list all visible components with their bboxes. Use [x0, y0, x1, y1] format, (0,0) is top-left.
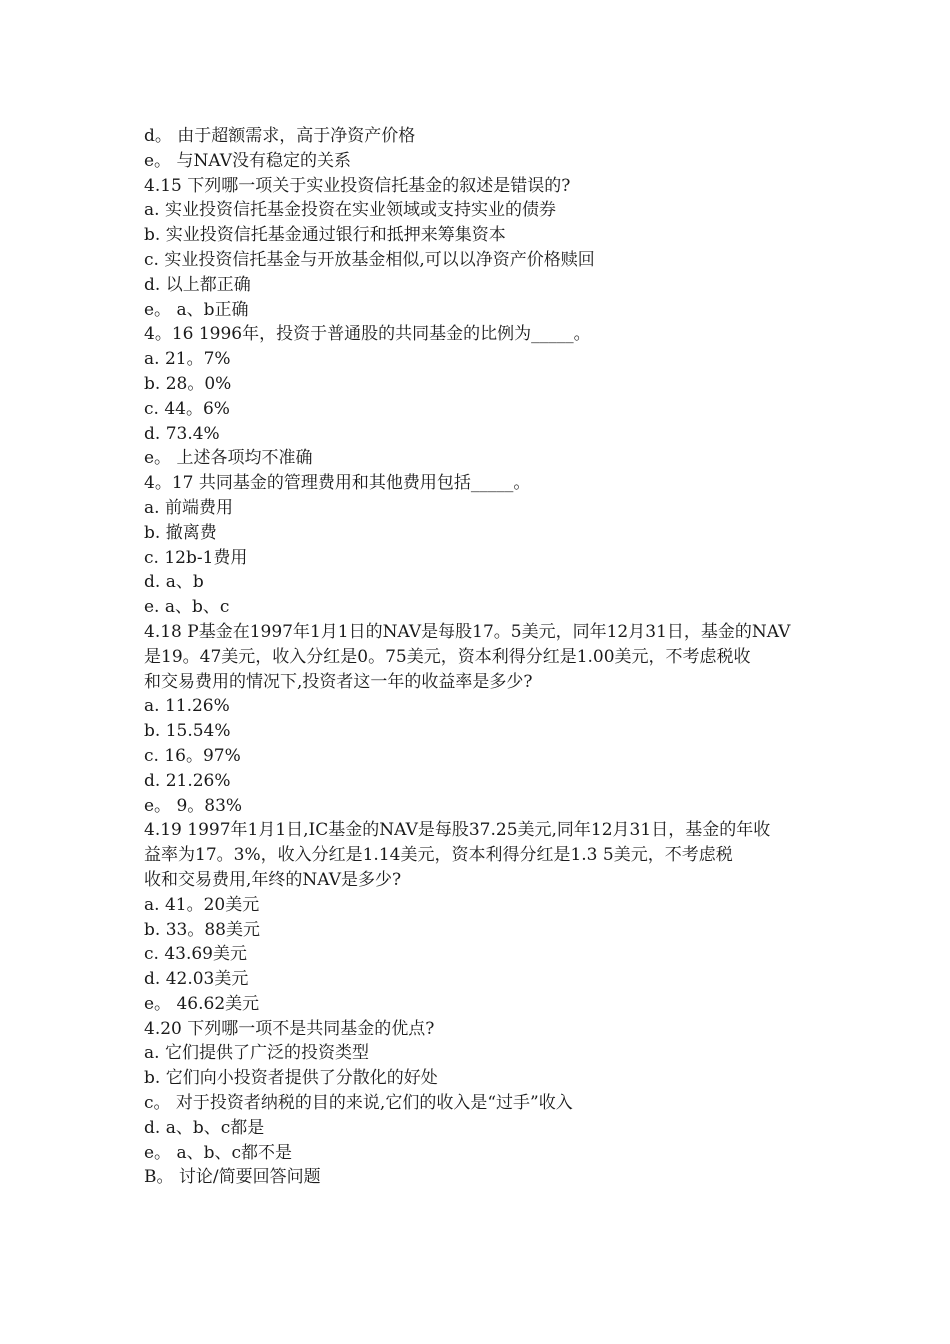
- option-a-line: a. 实业投资信托基金投资在实业领域或支持实业的债券: [144, 200, 556, 221]
- option-e-line: e。 a、b、c都不是: [144, 1142, 293, 1163]
- option-a-line: a. 前端费用: [144, 497, 233, 518]
- option-e-line: e。 上述各项均不准确: [144, 448, 313, 469]
- option-c-line: c. 43.69美元: [144, 944, 247, 965]
- question-4-18-continued: 和交易费用的情况下,投资者这一年的收益率是多少?: [144, 671, 533, 692]
- option-e-line: e。 与NAV没有稳定的关系: [144, 150, 352, 171]
- option-d-line: d. 以上都正确: [144, 274, 251, 295]
- question-4-20: 4.20 下列哪一项不是共同基金的优点?: [144, 1018, 435, 1039]
- option-d-line: d. a、b、c都是: [144, 1117, 265, 1138]
- option-c-line: c. 12b-1费用: [144, 547, 248, 568]
- option-c-line: c. 16。97%: [144, 745, 241, 766]
- option-c-line: c。 对于投资者纳税的目的来说,它们的收入是“过手”收入: [144, 1093, 573, 1114]
- option-e-line: e。 46.62美元: [144, 993, 260, 1014]
- option-d-line: d. 21.26%: [144, 770, 231, 791]
- question-4-17: 4。17 共同基金的管理费用和其他费用包括_____。: [144, 473, 531, 494]
- option-a-line: a. 它们提供了广泛的投资类型: [144, 1043, 369, 1064]
- option-d-line: d. 42.03美元: [144, 969, 249, 990]
- option-b-line: b. 它们向小投资者提供了分散化的好处: [144, 1068, 438, 1089]
- document-page: [144, 124, 824, 1190]
- question-4-19-continued: 益率为17。3%，收入分红是1.14美元，资本利得分红是1.3 5美元，不考虑税: [144, 845, 733, 866]
- question-4-15: 4.15 下列哪一项关于实业投资信托基金的叙述是错误的?: [144, 175, 571, 196]
- option-b-line: b. 15.54%: [144, 721, 231, 742]
- option-c-line: c. 44。6%: [144, 398, 230, 419]
- option-e-line: e。 9。83%: [144, 795, 243, 816]
- question-4-16: 4。16 1996年，投资于普通股的共同基金的比例为_____。: [144, 324, 591, 345]
- question-4-19: 4.19 1997年1月1日,IC基金的NAV是每股37.25美元,同年12月31日，基金的年收: [144, 820, 771, 841]
- option-a-line: a. 41。20美元: [144, 894, 260, 915]
- option-b-line: b. 撤离费: [144, 522, 217, 543]
- option-b-line: b. 实业投资信托基金通过银行和抵押来筹集资本: [144, 225, 506, 246]
- option-a-line: a. 21。7%: [144, 349, 231, 370]
- option-b-line: b. 28。0%: [144, 373, 232, 394]
- question-4-19-continued: 收和交易费用,年终的NAV是多少?: [144, 869, 402, 890]
- section-b-heading: B。 讨论/简要回答问题: [144, 1167, 321, 1188]
- option-e-line: e。 a、b正确: [144, 299, 249, 320]
- question-4-18-continued: 是19。47美元，收入分红是0。75美元，资本利得分红是1.00美元，不考虑税收: [144, 646, 751, 667]
- option-e-line: e. a、b、c: [144, 597, 230, 618]
- option-d-line: d. a、b: [144, 572, 204, 593]
- option-d-line: d。 由于超额需求，高于净资产价格: [144, 126, 416, 146]
- question-4-18: 4.18 P基金在1997年1月1日的NAV是每股17。5美元，同年12月31日，基金的NAV: [144, 621, 791, 642]
- option-b-line: b. 33。88美元: [144, 919, 260, 940]
- option-c-line: c. 实业投资信托基金与开放基金相似,可以以净资产价格赎回: [144, 249, 595, 270]
- option-d-line: d. 73.4%: [144, 423, 220, 444]
- option-a-line: a. 11.26%: [144, 696, 230, 717]
